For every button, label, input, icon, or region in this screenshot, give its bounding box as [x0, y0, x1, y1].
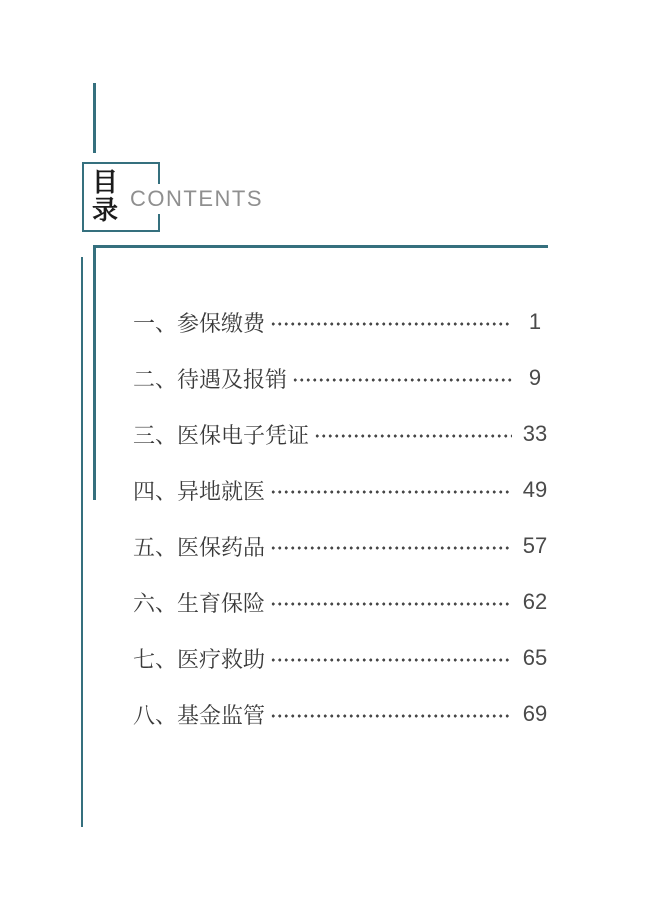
dot-leader	[270, 313, 512, 335]
toc-entry	[133, 630, 548, 686]
toc-entry	[133, 686, 548, 742]
toc-entry-page: 1	[528, 309, 542, 334]
dot-leader	[270, 649, 512, 671]
toc-entry	[133, 350, 548, 406]
toc-entry	[133, 574, 548, 630]
toc-entry-page: 49	[522, 477, 548, 502]
dot-leader	[270, 705, 512, 727]
toc-entry-label: 八、基金监管	[133, 702, 266, 728]
toc-entry-page: 62	[522, 589, 548, 614]
toc-entry-page: 65	[522, 645, 548, 670]
page-title: 目录	[92, 167, 119, 225]
toc-entry-label: 四、异地就医	[133, 478, 266, 504]
page-subtitle: CONTENTS	[124, 184, 275, 214]
toc-list	[133, 294, 548, 742]
dot-leader	[292, 369, 512, 391]
toc-entry-label: 七、医疗救助	[133, 646, 266, 672]
toc-entry-page: 57	[522, 533, 548, 558]
toc-entry-label: 一、参保缴费	[133, 310, 266, 336]
toc-entry	[133, 462, 548, 518]
dot-leader	[270, 481, 512, 503]
toc-entry-label: 三、医保电子凭证	[133, 422, 310, 448]
toc-entry-page: 33	[522, 421, 548, 446]
toc-entry-page: 9	[528, 365, 542, 390]
left-rule	[81, 257, 83, 827]
dot-leader	[270, 537, 512, 559]
toc-entry-label: 五、医保药品	[133, 534, 266, 560]
toc-entry	[133, 294, 548, 350]
dot-leader	[270, 593, 512, 615]
dot-leader	[314, 425, 512, 447]
toc-entry-label: 二、待遇及报销	[133, 366, 288, 392]
top-tick-rule	[93, 83, 96, 153]
toc-entry	[133, 406, 548, 462]
toc-entry-page: 69	[522, 701, 548, 726]
toc-entry-label: 六、生育保险	[133, 590, 266, 616]
toc-entry	[133, 518, 548, 574]
